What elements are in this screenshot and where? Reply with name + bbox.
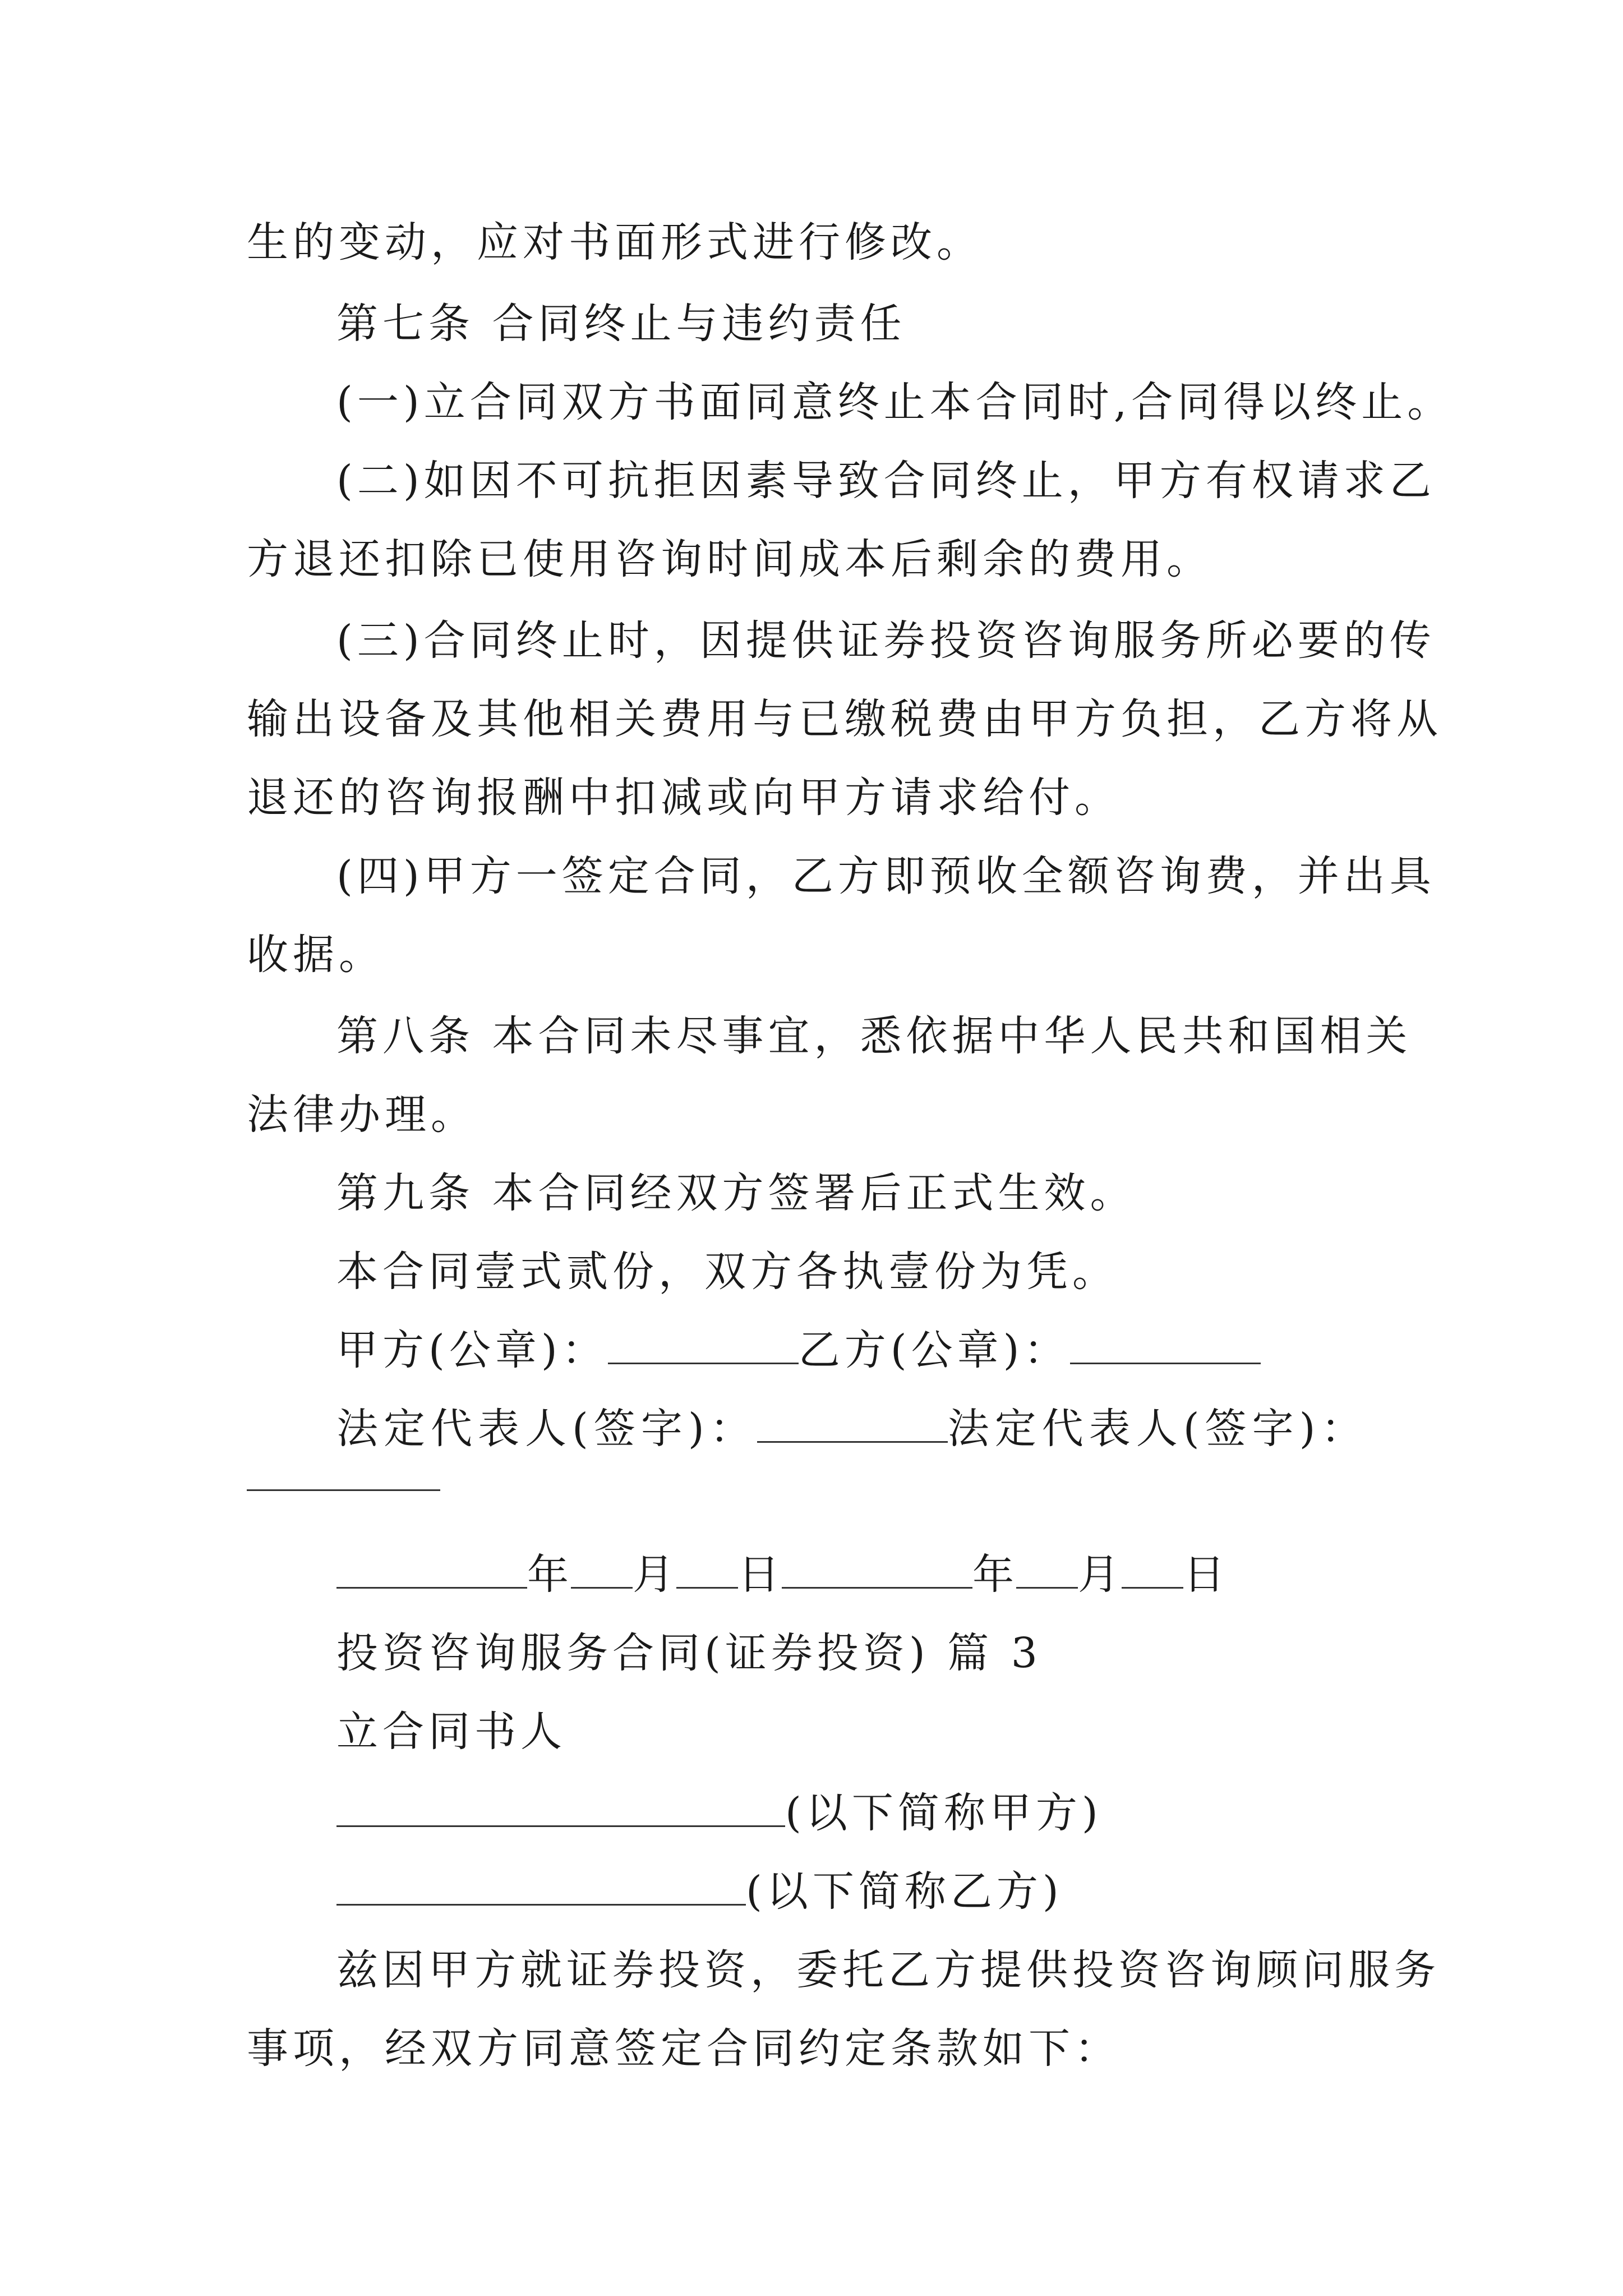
month-label: 月 [1078, 1550, 1122, 1599]
intro-line-1: 兹因甲方就证券投资，委托乙方提供投资咨询顾问服务 [336, 1946, 1440, 1994]
signer-heading: 立合同书人 [336, 1708, 566, 1756]
date-line [336, 1534, 1227, 1615]
party-a-seal-blank[interactable] [608, 1312, 799, 1364]
article-7-heading: 第七条 合同终止与违约责任 [336, 300, 906, 348]
party-b-seal-blank[interactable] [1070, 1312, 1261, 1364]
party-b-name-blank[interactable] [336, 1853, 746, 1906]
date-b-month-blank[interactable] [1016, 1536, 1078, 1589]
party-a-seal-label: 甲方(公章)： [336, 1326, 608, 1374]
day-label: 日 [1183, 1550, 1227, 1599]
date-a-year-blank[interactable] [336, 1536, 527, 1589]
party-b-line [336, 1851, 1063, 1932]
clause-7-3-line-2: 输出设备及其他相关费用与已缴税费由甲方负担，乙方将从 [247, 695, 1442, 743]
party-b-seal-label: 乙方(公章)： [798, 1326, 1070, 1374]
article-8-line-2: 法律办理。 [247, 1091, 477, 1139]
section-3-title: 投资咨询服务合同(证券投资) 篇 3 [336, 1629, 1042, 1677]
clause-7-2-line-2: 方退还扣除已使用咨询时间成本后剩余的费用。 [247, 535, 1212, 583]
day-label: 日 [738, 1550, 782, 1599]
clause-7-4-line-1: (四)甲方一签定合同，乙方即预收全额咨询费，并出具 [336, 852, 1436, 900]
clause-7-3-line-3: 退还的咨询报酬中扣减或向甲方请求给付。 [247, 774, 1121, 822]
copies-statement: 本合同壹式贰份，双方各执壹份为凭。 [336, 1248, 1118, 1296]
intro-line-2: 事项，经双方同意签定合同约定条款如下： [247, 2024, 1121, 2073]
clause-7-1: (一)立合同双方书面同意终止本合同时,合同得以终止。 [336, 378, 1454, 426]
rep-b-label: 法定代表人(签字)： [947, 1405, 1368, 1453]
clause-7-2-line-1: (二)如因不可抗拒因素导致合同终止，甲方有权请求乙 [336, 457, 1436, 505]
rep-a-blank[interactable] [757, 1391, 948, 1443]
article-8-line-1: 第八条 本合同未尽事宜，悉依据中华人民共和国相关 [336, 1012, 1412, 1060]
year-label: 年 [972, 1550, 1016, 1599]
article-9: 第九条 本合同经双方签署后正式生效。 [336, 1169, 1136, 1217]
clause-7-3-line-1: (三)合同终止时，因提供证券投资咨询服务所必要的传 [336, 616, 1436, 665]
party-b-abbr: (以下简称乙方) [746, 1867, 1063, 1916]
paragraph-line: 生的变动，应对书面形式进行修改。 [247, 218, 983, 266]
date-a-month-blank[interactable] [571, 1536, 633, 1589]
party-a-name-blank[interactable] [336, 1775, 785, 1827]
representative-line [336, 1388, 1368, 1469]
date-b-year-blank[interactable] [782, 1536, 972, 1589]
seal-line [336, 1310, 1261, 1391]
date-b-day-blank[interactable] [1122, 1536, 1183, 1589]
rep-a-label: 法定代表人(签字)： [336, 1405, 757, 1453]
month-label: 月 [633, 1550, 676, 1599]
party-a-line [336, 1773, 1103, 1853]
party-a-abbr: (以下简称甲方) [785, 1789, 1103, 1837]
clause-7-4-line-2: 收据。 [247, 931, 385, 979]
year-label: 年 [527, 1550, 571, 1599]
rep-b-blank[interactable] [247, 1489, 440, 1491]
date-a-day-blank[interactable] [676, 1536, 738, 1589]
